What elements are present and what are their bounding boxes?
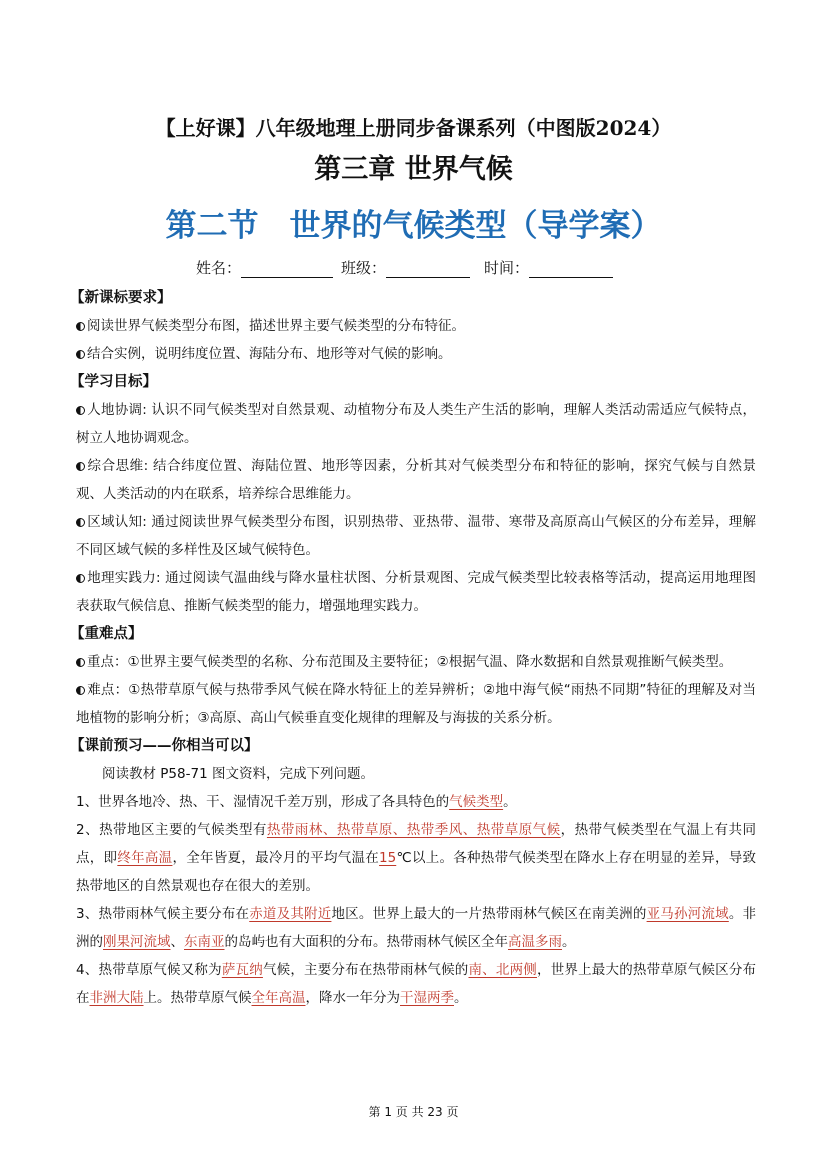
answer-text: 刚果河流域: [103, 934, 171, 950]
key-points-heading: 【重难点】: [70, 626, 143, 642]
preview-question-1: 1、世界各地冷、热、干、湿情况千差万别，形成了各具特色的气候类型。: [76, 794, 517, 810]
time-label: 时间：: [484, 259, 530, 277]
chapter-title: 第三章 世界气候: [314, 154, 513, 185]
series-title: 【上好课】八年级地理上册同步备课系列（中图版2024）: [155, 116, 672, 140]
half-circle-bullet-icon: [76, 686, 85, 695]
answer-text: 干湿两季: [400, 990, 454, 1006]
answer-text: 萨瓦纳: [221, 962, 263, 978]
curriculum-item: 阅读世界气候类型分布图，描述世界主要气候类型的分布特征。: [76, 312, 756, 340]
curriculum-item: 结合实例，说明纬度位置、海陆分布、地形等对气候的影响。: [76, 340, 756, 368]
answer-text: 亚马孙河流域: [646, 906, 729, 922]
objective-item: 地理实践力: 通过阅读气温曲线与降水量柱状图、分析景观图、完成气候类型比较表格等活动，提高运用地理图表获取气候信息、推断气候类型的能力，增强地理实践力。: [76, 570, 756, 614]
section-title: 第二节 世界的气候类型（导学案）: [165, 208, 662, 244]
preview-question-2: 2、热带地区主要的气候类型有热带雨林、热带草原、热带季风、热带草原气候，热带气候类型在气温上有共同点，即终年高温，全年皆夏，最冷月的平均气温在15℃以上。各种热带气候类型在降水上存在明显的差异，导致热带地区的自然景观也存在很大的差别。: [76, 822, 757, 894]
student-info-line: [196, 257, 613, 278]
answer-text: 非洲大陆: [89, 990, 144, 1006]
key-point-item: 重点：①世界主要气候类型的名称、分布范围及主要特征；②根据气温、降水数据和自然景观推断气候类型。: [76, 648, 756, 676]
half-circle-bullet-icon: [76, 518, 85, 527]
answer-text: 气候类型: [449, 794, 504, 810]
half-circle-bullet-icon: [76, 350, 85, 359]
main-content: [70, 284, 757, 1012]
class-label: 班级：: [341, 259, 387, 277]
half-circle-bullet-icon: [76, 574, 85, 583]
key-point-item: 难点：①热带草原气候与热带季风气候在降水特征上的差异辨析；②地中海气候“雨热不同期”特征的理解及对当地植物的影响分析；③高原、高山气候垂直变化规律的理解及与海拔的关系分析。: [76, 682, 756, 726]
half-circle-bullet-icon: [76, 462, 85, 471]
answer-text: 热带雨林、热带草原、热带季风、热带草原气候: [266, 822, 561, 838]
curriculum-heading: 【新课标要求】: [70, 290, 172, 306]
objective-item: 区域认知: 通过阅读世界气候类型分布图，识别热带、亚热带、温带、寒带及高原高山气候区的分布差异，理解不同区域气候的多样性及区域气候特色。: [76, 514, 756, 558]
objective-item: 人地协调: 认识不同气候类型对自然景观、动植物分布及人类生产生活的影响，理解人类活动需适应气候特点，树立人地协调观念。: [76, 402, 756, 446]
answer-text: 南、北两侧: [468, 962, 537, 978]
preview-question-4: 4、热带草原气候又称为萨瓦纳气候，主要分布在热带雨林气候的南、北两侧，世界上最大的热带草原气候区分布在非洲大陆上。热带草原气候全年高温，降水一年分为干湿两季。: [76, 962, 757, 1006]
half-circle-bullet-icon: [76, 406, 85, 415]
answer-text: 赤道及其附近: [249, 906, 332, 922]
page-footer: 第 1 页 共 23 页: [368, 1105, 459, 1119]
preview-heading: 【课前预习——你相当可以】: [70, 738, 259, 754]
time-field[interactable]: [529, 260, 613, 278]
class-field[interactable]: [386, 260, 470, 278]
answer-text: 全年高温: [251, 990, 306, 1006]
answer-text: 终年高温: [117, 850, 173, 866]
half-circle-bullet-icon: [76, 322, 85, 331]
answer-text: 高温多雨: [508, 934, 562, 950]
preview-question-3: 3、热带雨林气候主要分布在赤道及其附近地区。世界上最大的一片热带雨林气候区在南美洲的亚马孙河流域。非洲的刚果河流域、东南亚的岛屿也有大面积的分布。热带雨林气候区全年高温多雨。: [76, 906, 757, 950]
objectives-heading: 【学习目标】: [70, 374, 157, 390]
objective-item: 综合思维: 结合纬度位置、海陆位置、地形等因素，分析其对气候类型分布和特征的影响，探究气候与自然景观、人类活动的内在联系，培养综合思维能力。: [76, 458, 756, 502]
answer-text: 15: [379, 850, 397, 866]
name-field[interactable]: [241, 260, 333, 278]
name-label: 姓名：: [196, 259, 242, 277]
preview-intro: 阅读教材 P58-71 图文资料，完成下列问题。: [102, 766, 374, 782]
half-circle-bullet-icon: [76, 658, 85, 667]
answer-text: 东南亚: [184, 934, 225, 950]
